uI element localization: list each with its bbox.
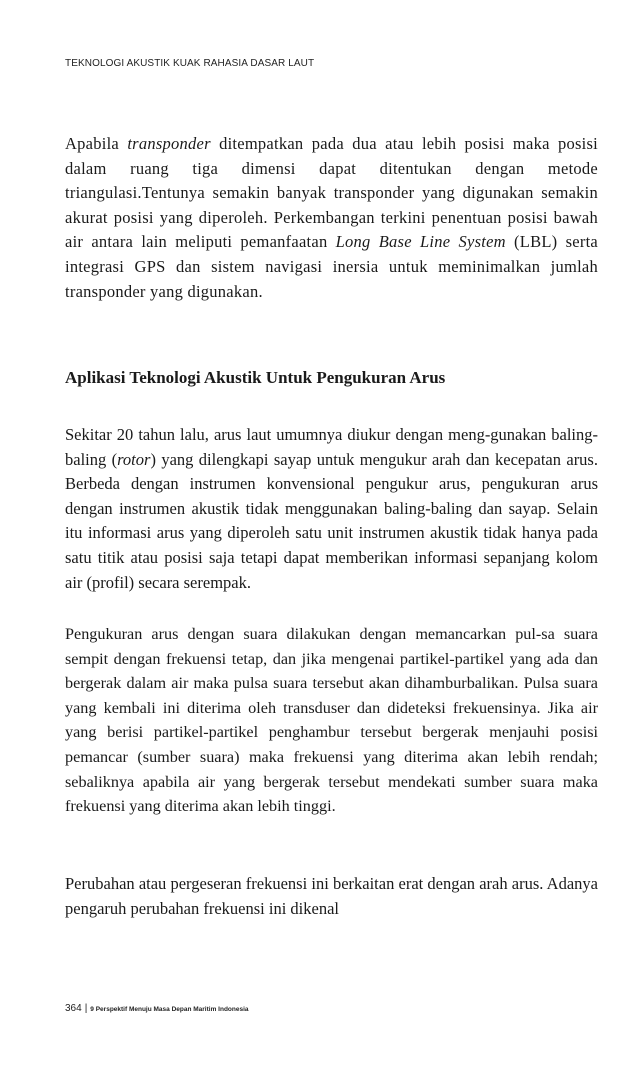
paragraph-current-measurement bbox=[65, 423, 598, 595]
footer-separator: | bbox=[84, 1003, 88, 1014]
paragraph-sound-pulse: Pengukuran arus dengan suara dilakukan dengan memancarkan pul-sa suara sempit dengan frekuensi tetap, dan jika mengenai partikel-partikel yang ada dan bergerak dalam air maka pulsa suara tersebut akan dihamburbalikan. Pulsa suara yang kembali ini diterima oleh transduser dan dideteksi frekuensinya. Jika air yang berisi partikel-partikel penghambur tersebut bergerak menjauhi posisi pemancar (sumber suara) maka frekuensi yang diterima akan lebih rendah; sebaliknya apabila air yang bergerak tersebut mendekati sumber suara maka frekuensi yang diterima akan lebih tinggi. bbox=[65, 625, 598, 816]
book-title: 9 Perspektif Menuju Masa Depan Maritim Indonesia bbox=[90, 1006, 249, 1013]
italic-term-transponder: transponder bbox=[127, 134, 211, 153]
paragraph-text: Apabila bbox=[65, 134, 128, 153]
paragraph-frequency-shift: Perubahan atau pergeseran frekuensi ini berkaitan erat dengan arah arus. Adanya pengaruh perubahan frekuensi ini dikenal bbox=[65, 874, 598, 918]
paragraph-text: ditempatkan pada dua atau lebih posisi maka posisi dalam ruang tiga dimensi dapat ditentukan dengan metode triangulasi.Tentunya semakin banyak transponder yang digunakan semakin akurat posisi yang diperoleh. Perkembangan terkini penentuan posisi bawah air antara lain meliputi pemanfaatan bbox=[65, 134, 598, 252]
page-footer bbox=[65, 1000, 249, 1017]
paragraph-text: Sekitar 20 tahun lalu, arus laut umumnya diukur dengan meng-gunakan baling-baling ( bbox=[65, 425, 598, 469]
running-header: TEKNOLOGI AKUSTIK KUAK RAHASIA DASAR LAUT bbox=[65, 58, 315, 69]
italic-term-rotor: rotor bbox=[117, 449, 151, 469]
paragraph-text: (LBL) serta integrasi GPS dan sistem navigasi inersia untuk meminimalkan jumlah transponder yang digunakan. bbox=[65, 232, 598, 301]
paragraph-transponder bbox=[65, 132, 598, 304]
section-heading: Aplikasi Teknologi Akustik Untuk Pengukuran Arus bbox=[65, 368, 446, 387]
page-number: 364 bbox=[65, 1003, 82, 1014]
italic-term-lbl: Long Base Line System bbox=[335, 232, 506, 252]
paragraph-text: ) yang dilengkapi sayap untuk mengukur arah dan kecepatan arus. Berbeda dengan instrumen konvensional pengukur arus, pengukuran arus dengan instrumen akustik tidak menggunakan baling-baling dan sayap. Selain itu informasi arus yang diperoleh satu unit instrumen akustik tidak hanya pada satu titik atau posisi saja tetapi dapat memberikan informasi sepanjang kolom air (profil) secara serempak. bbox=[65, 449, 598, 592]
